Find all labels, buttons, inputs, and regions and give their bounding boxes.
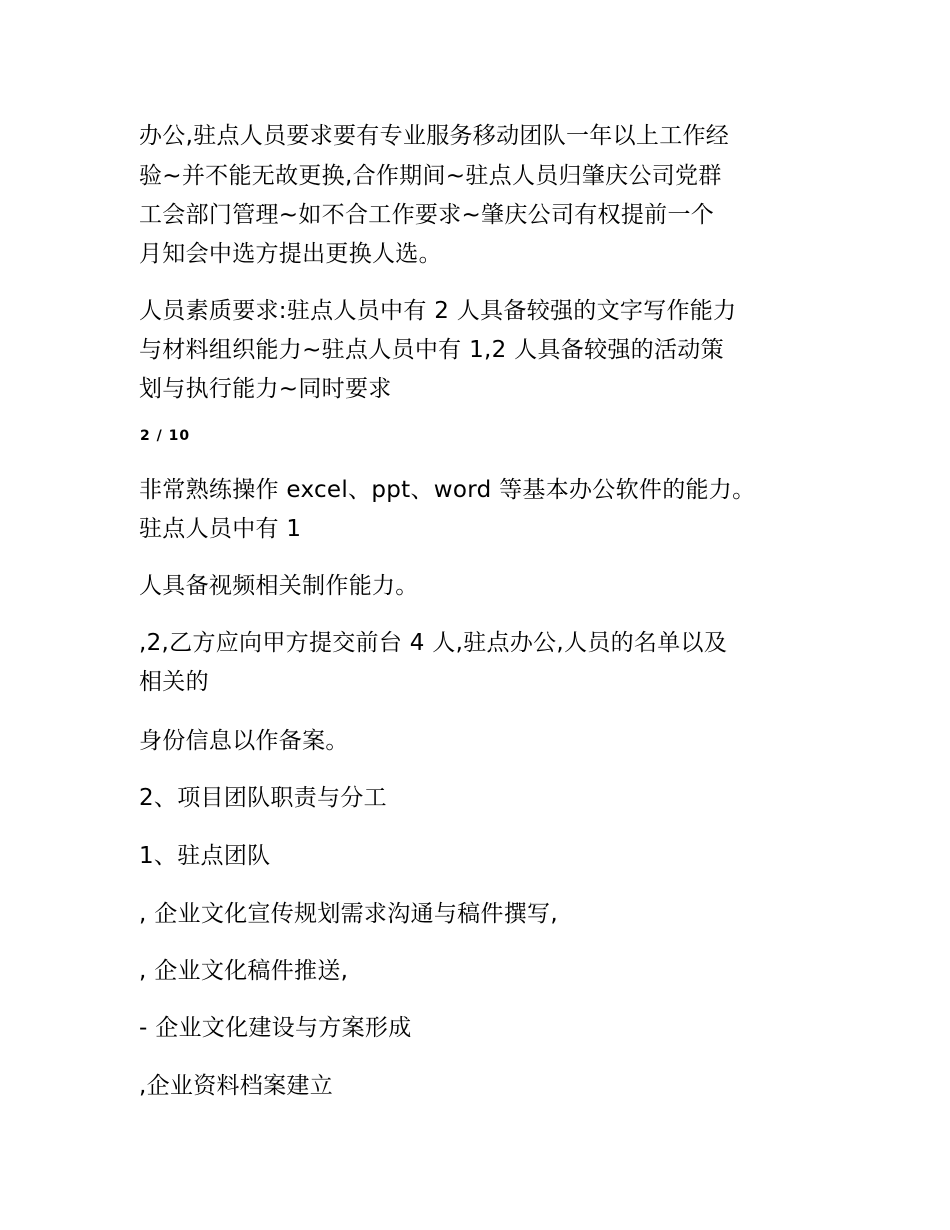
paragraph-line: 人具备视频相关制作能力。	[139, 573, 419, 599]
list-item: - 企业文化建设与方案形成	[139, 1015, 412, 1041]
paragraph-line: 与材料组织能力~驻点人员中有 1,2 人具备较强的活动策	[139, 337, 724, 363]
section-heading: 2、项目团队职责与分工	[139, 785, 387, 811]
list-item: , 企业文化稿件推送,	[139, 958, 349, 984]
paragraph-line: 工会部门管理~如不合工作要求~肇庆公司有权提前一个	[139, 202, 715, 228]
paragraph-line: 驻点人员中有 1	[139, 516, 302, 542]
paragraph-line: 相关的	[139, 669, 209, 695]
page-number: 2 / 10	[140, 428, 191, 444]
paragraph-line: 划与执行能力~同时要求	[139, 376, 392, 402]
list-item: , 企业文化宣传规划需求沟通与稿件撰写,	[139, 901, 558, 927]
list-item: ,企业资料档案建立	[139, 1073, 334, 1099]
paragraph-line: 非常熟练操作 excel、ppt、word 等基本办公软件的能力。	[139, 477, 756, 503]
paragraph-line: 人员素质要求:驻点人员中有 2 人具备较强的文字写作能力	[139, 298, 737, 324]
paragraph-line: ,2,乙方应向甲方提交前台 4 人,驻点办公,人员的名单以及	[139, 630, 728, 656]
paragraph-line: 办公,驻点人员要求要有专业服务移动团队一年以上工作经	[139, 123, 730, 149]
paragraph-line: 验~并不能无故更换,合作期间~驻点人员归肇庆公司党群	[139, 163, 722, 189]
paragraph-line: 月知会中选方提出更换人选。	[139, 241, 442, 267]
paragraph-line: 身份信息以作备案。	[139, 728, 349, 754]
subsection-heading: 1、驻点团队	[139, 843, 271, 869]
